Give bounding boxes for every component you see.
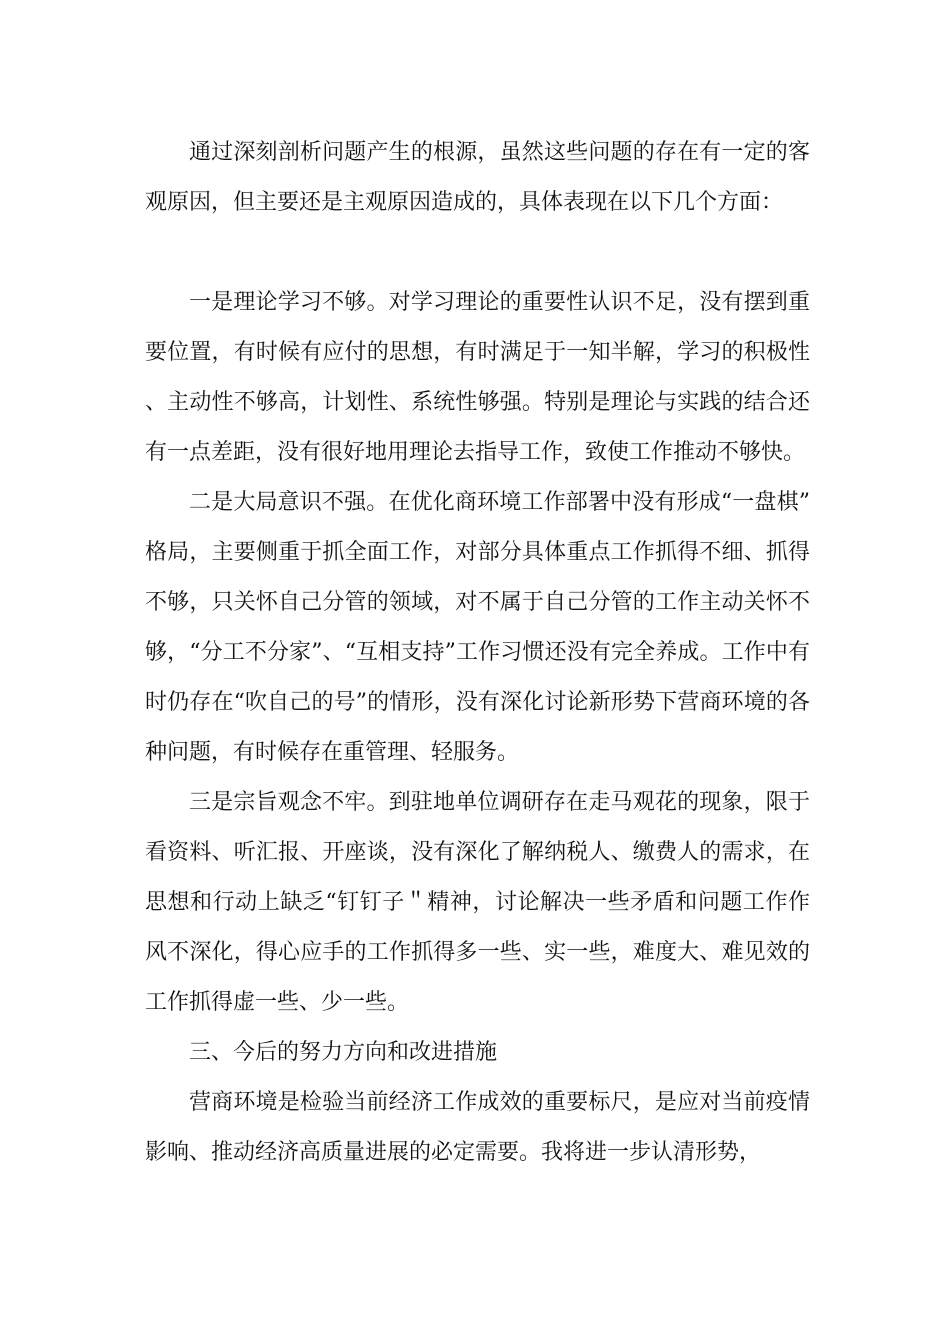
paragraph-root-causes: 通过深刻剖析问题产生的根源，虽然这些问题的存在有一定的客观原因，但主要还是主观原因造成的，具体表现在以下几个方面： xyxy=(145,140,810,215)
paragraph-theory-study: 一是理论学习不够。对学习理论的重要性认识不足，没有摆到重要位置，有时候有应付的思想，有时满足于一知半解，学习的积极性、主动性不够高，计划性、系统性够强。特别是理论与实践的结合还有一点差距，没有很好地用理论去指导工作，致使工作推动不够快。 xyxy=(145,290,810,465)
paragraph-overall-awareness: 二是大局意识不强。在优化商环境工作部署中没有形成“一盘棋”格局，主要侧重于抓全面工作，对部分具体重点工作抓得不细、抓得不够，只关怀自己分管的领域，对不属于自己分管的工作主动关怀不够，“分工不分家”、“互相支持”工作习惯还没有完全养成。工作中有时仍存在“吹自己的号”的情形，没有深化讨论新形势下营商环境的各种问题，有时候存在重管理、轻服务。 xyxy=(145,490,810,765)
paragraph-business-environment: 营商环境是检验当前经济工作成效的重要标尺，是应对当前疫情影响、推动经济高质量进展的必定需要。我将进一步认清形势， xyxy=(145,1090,810,1165)
section-heading-improvement: 三、今后的努力方向和改进措施 xyxy=(189,1040,498,1065)
paragraph-purpose-concept: 三是宗旨观念不牢。到驻地单位调研存在走马观花的现象，限于看资料、听汇报、开座谈，没有深化了解纳税人、缴费人的需求，在思想和行动上缺乏“钉钉子＂精神，讨论解决一些矛盾和问题工作作风不深化，得心应手的工作抓得多一些、实一些，难度大、难见效的工作抓得虚一些、少一些。 xyxy=(145,790,810,1015)
document-body xyxy=(145,128,810,1178)
